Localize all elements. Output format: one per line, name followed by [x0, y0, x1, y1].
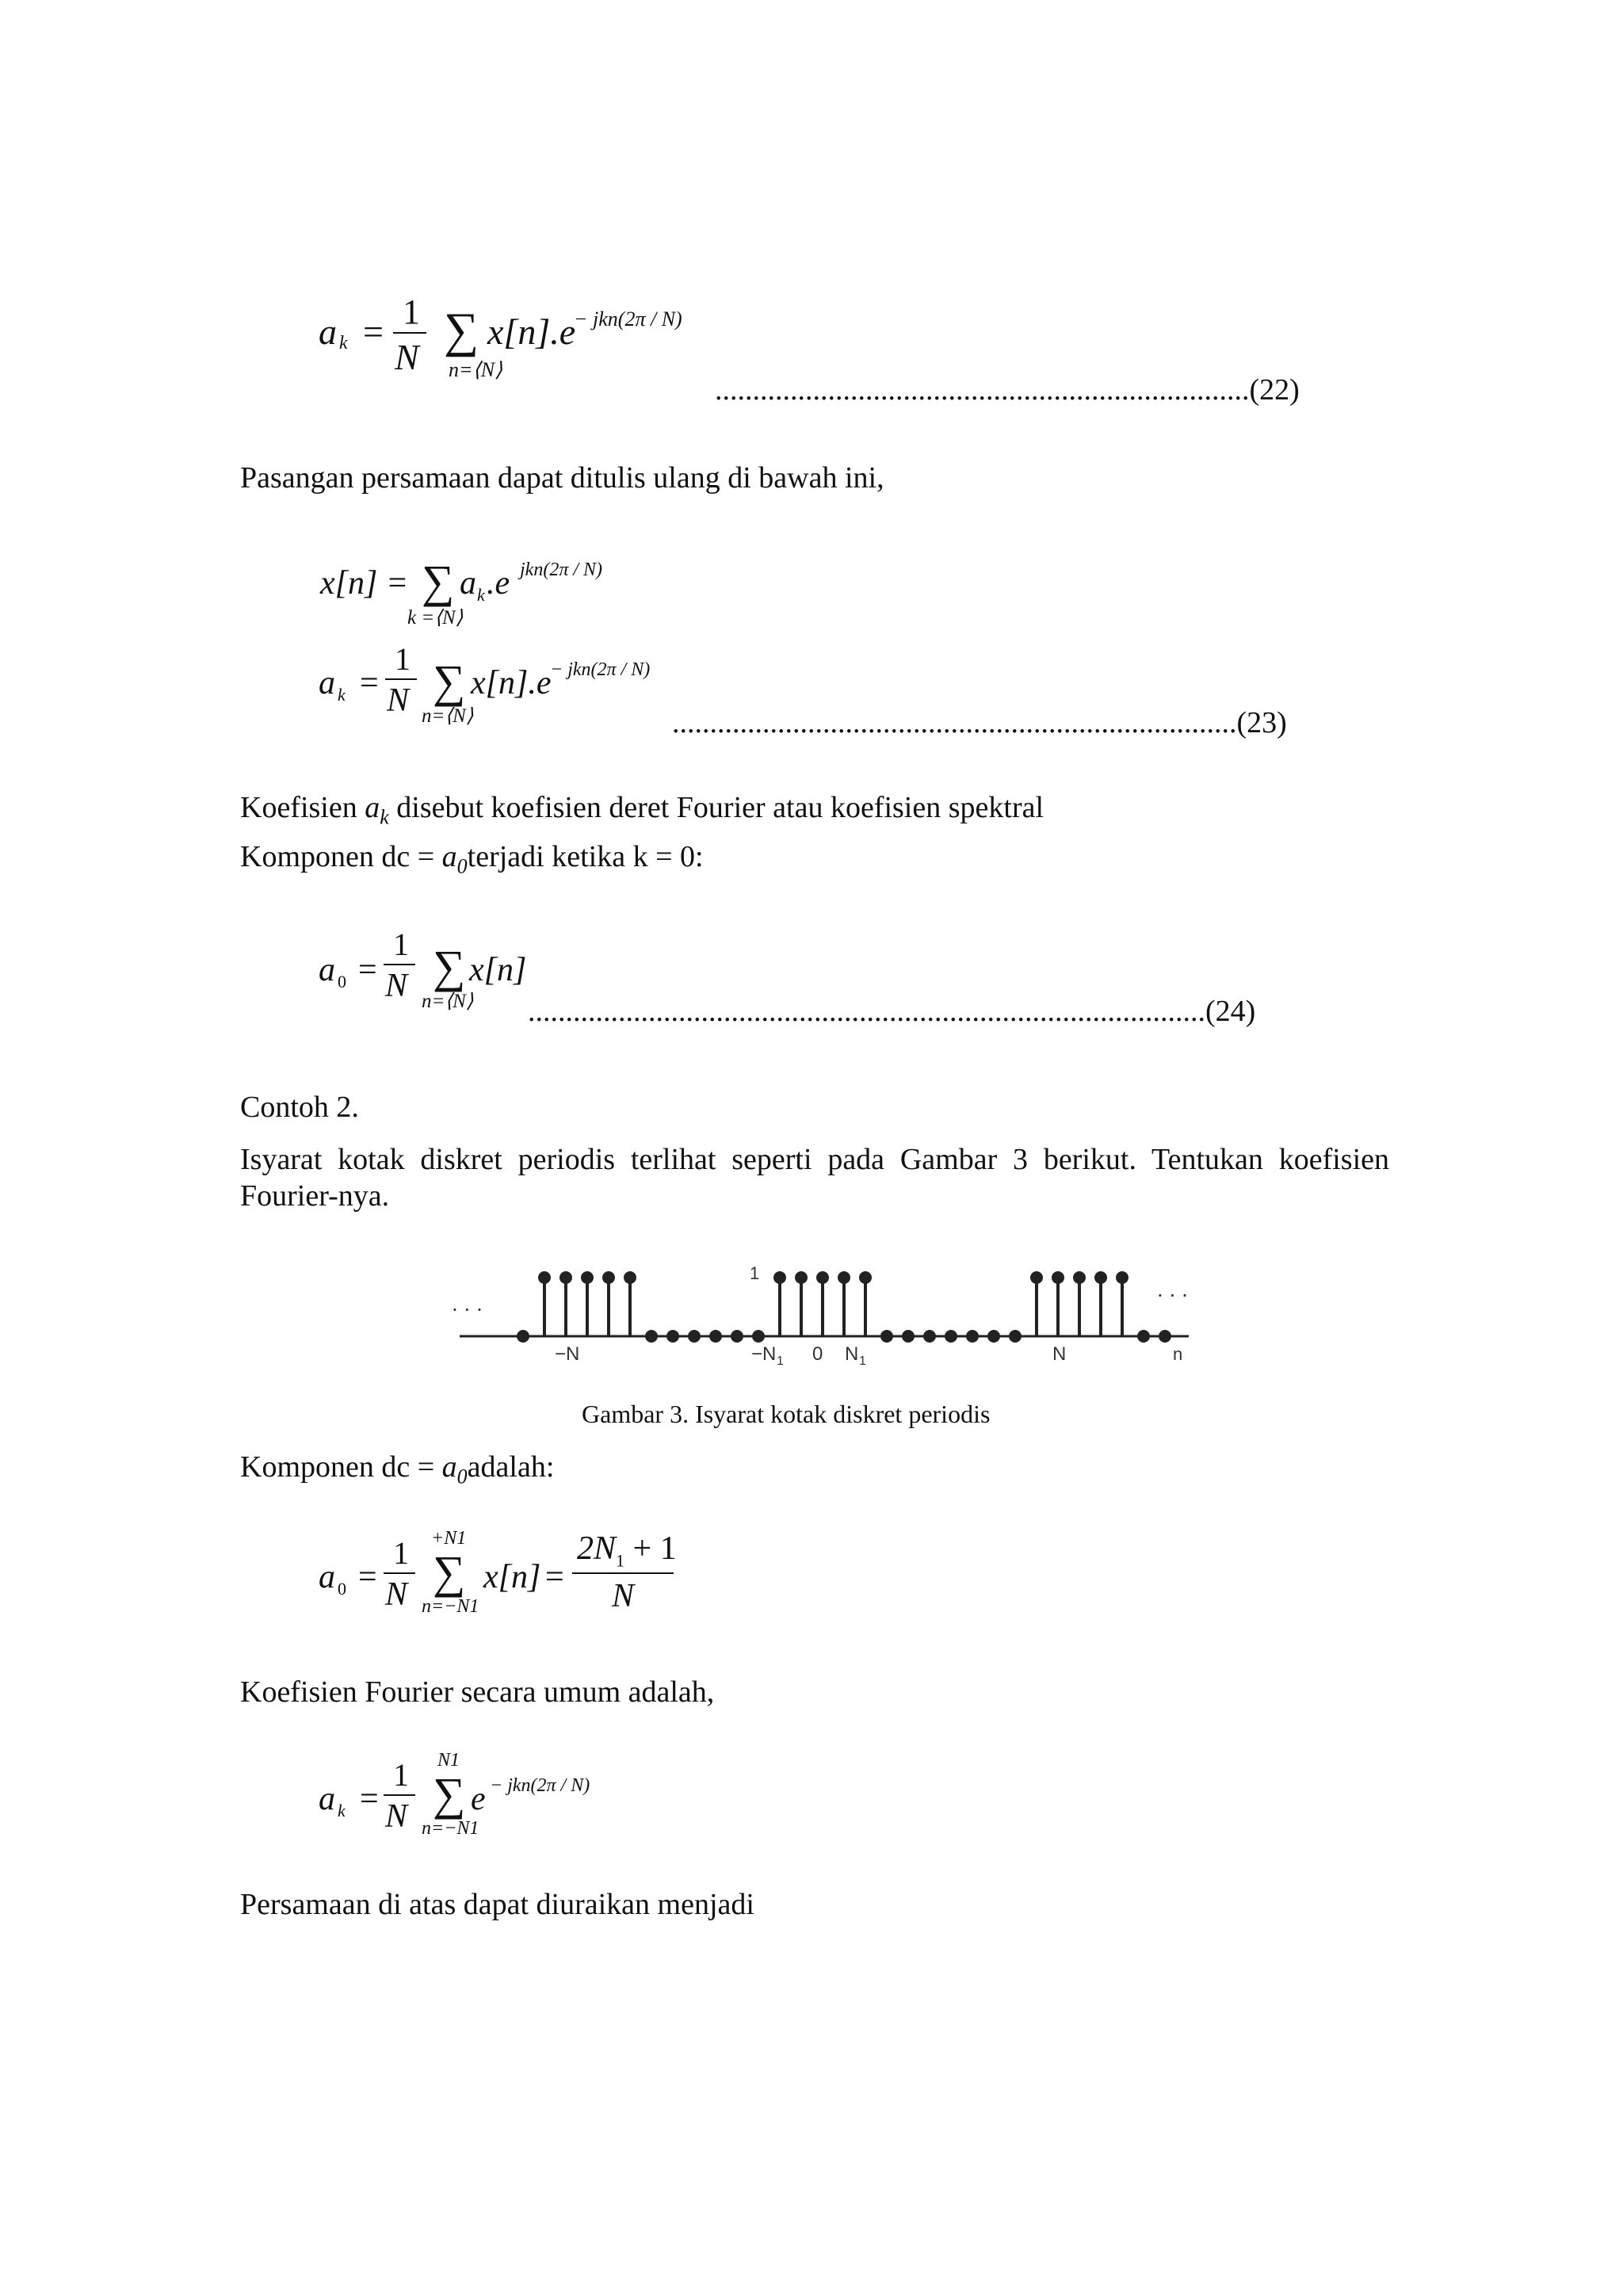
stem-sample-zero: [1137, 1330, 1150, 1343]
eqgen-equals: =: [360, 1781, 379, 1817]
stem-sample-one: [795, 1271, 808, 1284]
paragraph-koefisien-umum: Koefisien Fourier secara umum adalah,: [240, 1675, 715, 1709]
stem-sample-zero: [902, 1330, 915, 1343]
stem-sample-one: [1094, 1271, 1107, 1284]
stem-sample-one: [838, 1271, 850, 1284]
figure-3-stem-plot: [428, 1249, 1205, 1392]
figure-stems: [517, 1271, 1171, 1343]
eqdc-numerator-2n1: [577, 1530, 677, 1571]
eq24-a: a: [319, 952, 335, 988]
stem-sample-one: [1073, 1271, 1086, 1284]
stem-sample-zero: [1159, 1330, 1171, 1343]
stem-sample-zero: [880, 1330, 893, 1343]
eq23-fraction-bar: [385, 678, 417, 680]
eq24-equals: =: [358, 952, 377, 988]
eqdc-lower-limit: n=−N1: [422, 1596, 479, 1617]
equation-number-24: ..........................................................................................(24): [528, 995, 1256, 1028]
eqgen-sigma: ∑: [433, 1768, 466, 1820]
eq22-k-sub: k: [339, 333, 348, 353]
eqdc-numerator: 1: [393, 1535, 409, 1571]
eqdc-fraction-bar-1: [384, 1572, 415, 1574]
figure-label-one: 1: [750, 1263, 760, 1283]
eqdc-sigma: ∑: [433, 1546, 466, 1598]
eqgen-denominator: N: [385, 1798, 408, 1835]
figure-dots-left: . . .: [452, 1291, 483, 1316]
komponen2-var-sub: 0: [456, 1465, 468, 1488]
eq24-range: n=⟨N⟩: [422, 991, 474, 1012]
eq22-denominator: N: [395, 337, 419, 377]
figure-label-minus-n: −N: [555, 1343, 580, 1365]
figure-label-minus-n1: −N: [751, 1343, 777, 1365]
eq23-denominator: N: [387, 682, 410, 719]
stem-sample-one: [1052, 1271, 1064, 1284]
stem-sample-one: [859, 1271, 872, 1284]
eqdc-fraction-bar-2: [572, 1572, 674, 1574]
eq22-sigma: ∑: [444, 304, 479, 357]
eq23-range-n: n=⟨N⟩: [422, 705, 474, 727]
stem-sample-one: [1116, 1271, 1128, 1284]
eqdc-plus-one: + 1: [624, 1530, 677, 1567]
eq23-a2-sub-k: k: [338, 685, 346, 705]
eq24-sigma: ∑: [433, 941, 466, 992]
eq23-a: a: [460, 565, 476, 602]
eq24-xn: x[n]: [469, 952, 527, 988]
equation-number-22: .......................................................................(22): [715, 373, 1300, 407]
eqdc-a-sub-0: 0: [338, 1579, 346, 1599]
eq22-a: a: [319, 311, 337, 352]
equation-number-23: ...........................................................................(23): [672, 706, 1287, 739]
eqdc-xn: x[n]: [483, 1559, 541, 1595]
eq24-denominator: N: [385, 968, 408, 1004]
eqgen-upper-limit: N1: [437, 1750, 460, 1771]
eq23-range-k: k =⟨N⟩: [407, 607, 464, 628]
eq22-fraction-bar: [393, 332, 426, 334]
stem-sample-zero: [987, 1330, 1000, 1343]
eqgen-exponent: − jkn(2π / N): [490, 1775, 590, 1796]
eqdc-a: a: [319, 1559, 335, 1595]
eq23-xn: x[n] =: [320, 565, 409, 602]
figure-label-minus-n1-sub: 1: [777, 1354, 784, 1368]
eqgen-a: a: [319, 1781, 335, 1817]
figure-label-n: N: [1052, 1343, 1067, 1365]
stem-sample-zero: [752, 1330, 765, 1343]
eqgen-numerator: 1: [393, 1757, 409, 1793]
eq23-sigma-1: ∑: [422, 556, 455, 607]
figure-label-axis-n: n: [1173, 1344, 1183, 1364]
stem-sample-one: [559, 1271, 572, 1284]
eqgen-a-sub-k: k: [338, 1801, 346, 1820]
eqdc-equals-2: =: [545, 1559, 564, 1595]
stem-sample-zero: [731, 1330, 743, 1343]
eq23-a-sub-k: k: [477, 585, 485, 605]
koefisien-post: disebut koefisien deret Fourier atau koefisien spektral: [388, 791, 1044, 824]
stem-sample-one: [602, 1271, 615, 1284]
komponen2-var-a: a: [441, 1450, 457, 1484]
eqdc-2n: 2N: [577, 1530, 617, 1567]
eq23-xn-e: x[n].e: [471, 665, 552, 701]
eq24-numerator: 1: [393, 926, 409, 962]
stem-sample-zero: [709, 1330, 722, 1343]
komponen1-var-sub: 0: [456, 854, 468, 878]
stem-sample-one: [624, 1271, 636, 1284]
eq22-numerator: 1: [403, 292, 420, 331]
stem-sample-zero: [966, 1330, 979, 1343]
stem-sample-zero: [688, 1330, 701, 1343]
eq24-fraction-bar: [384, 964, 415, 965]
paragraph-persamaan: Persamaan di atas dapat diuraikan menjadi: [240, 1888, 754, 1921]
eqgen-fraction-bar: [384, 1794, 415, 1796]
eqdc-denominator: N: [385, 1576, 408, 1613]
stem-sample-zero: [666, 1330, 679, 1343]
eq22-range: n=⟨N⟩: [449, 358, 503, 381]
eqdc-n1-sub: 1: [616, 1550, 625, 1571]
stem-sample-one: [773, 1271, 786, 1284]
komponen2-post: adalah:: [467, 1450, 555, 1484]
eq24-a-sub-0: 0: [338, 972, 346, 991]
eq23-equals-2: =: [360, 665, 379, 701]
paragraph-komponen-dc-2: [240, 1449, 554, 1496]
koefisien-pre: Koefisien: [240, 791, 365, 824]
stem-sample-one: [581, 1271, 594, 1284]
stem-sample-zero: [945, 1330, 957, 1343]
stem-sample-one: [1030, 1271, 1043, 1284]
stem-sample-one: [816, 1271, 829, 1284]
paragraph-komponen-dc-1: [240, 839, 704, 885]
eq23-sigma-2: ∑: [433, 655, 466, 707]
eq23-a2: a: [319, 665, 335, 701]
figure-label-zero: 0: [812, 1343, 823, 1365]
eq23-numerator: 1: [395, 641, 411, 677]
eq23-dot-e: .e: [487, 565, 510, 602]
eq23-exponent-pos: jkn(2π / N): [520, 560, 603, 580]
eqgen-lower-limit: n=−N1: [422, 1818, 479, 1839]
eq22-equals: =: [363, 311, 384, 352]
figure-dots-right: . . .: [1157, 1277, 1188, 1301]
koefisien-var-sub: k: [380, 805, 389, 829]
eq22-xn-e: x[n].e: [487, 311, 576, 352]
koefisien-var-a: a: [365, 791, 380, 824]
komponen1-var-a: a: [441, 840, 457, 873]
stem-sample-zero: [645, 1330, 658, 1343]
stem-sample-one: [538, 1271, 551, 1284]
stem-sample-zero: [1009, 1330, 1022, 1343]
figure-label-n1: N: [845, 1343, 859, 1365]
contoh-heading: Contoh 2.: [240, 1091, 359, 1124]
komponen1-pre: Komponen dc =: [240, 840, 442, 873]
figure-caption: Gambar 3. Isyarat kotak diskret periodis: [582, 1400, 991, 1428]
komponen1-post: terjadi ketika k = 0:: [467, 840, 704, 873]
stem-sample-zero: [517, 1330, 529, 1343]
paragraph-koefisien: [240, 789, 1044, 836]
eq23-exponent-neg: − jkn(2π / N): [550, 659, 651, 680]
paragraph-pasangan: Pasangan persamaan dapat ditulis ulang di bawah ini,: [240, 461, 884, 495]
paragraph-isyarat: Isyarat kotak diskret periodis terlihat seperti pada Gambar 3 berikut. Tentukan koefisien Fourier-nya.: [240, 1143, 1389, 1213]
eqdc-equals-1: =: [358, 1559, 377, 1595]
figure-label-n1-sub: 1: [859, 1354, 866, 1368]
eqdc-upper-limit: +N1: [431, 1528, 467, 1549]
eq22-exponent: − jkn(2π / N): [574, 308, 682, 330]
stem-sample-zero: [923, 1330, 936, 1343]
eqdc-denominator-2: N: [612, 1578, 635, 1614]
eqgen-e: e: [471, 1781, 486, 1817]
komponen2-pre: Komponen dc =: [240, 1450, 442, 1484]
